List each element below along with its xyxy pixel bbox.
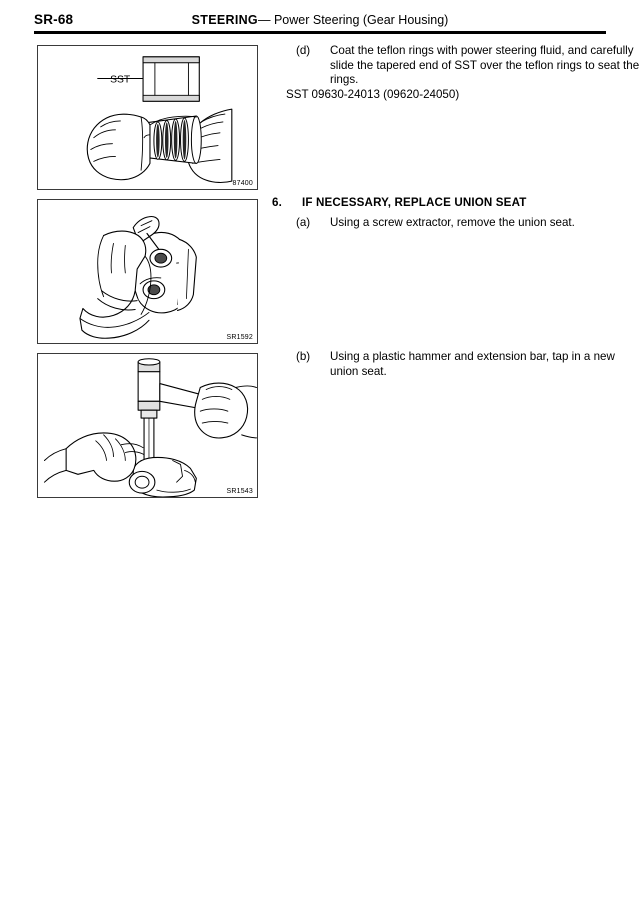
page-number: SR-68 [34,12,74,27]
figure-code-1: 87400 [232,180,253,187]
figure-panel-sst-ring-install [37,45,258,190]
step-6a-marker: (a) [296,216,311,229]
figure-panel-remove-union-seat [37,199,258,344]
figure-illustration-1 [38,46,257,189]
header-section-label: STEERING [191,13,258,27]
step-6-number: 6. [272,196,282,209]
step-6a-block [296,216,640,231]
step-6b-text: Using a plastic hammer and extension bar, tap in a new union seat. [330,350,615,378]
step-6-title: IF NECESSARY, REPLACE UNION SEAT [302,196,527,209]
step-d-text: Coat the teflon rings with power steering fluid, and carefully slide the tapered end of SST over the teflon rings to seat the rings. [330,44,640,87]
step-6b-marker: (b) [296,350,311,363]
figure-illustration-3 [38,354,257,497]
header-divider-rule [34,31,606,34]
step-d-marker: (d) [296,44,311,57]
figure-panel-install-union-seat [37,353,258,498]
sst-part-number-line: SST 09630-24013 (09620-24050) [286,88,460,101]
step-6-heading [272,196,636,211]
step-d-block [296,44,640,88]
step-6b-block [296,350,640,379]
header-title [34,13,606,27]
header-subject-label: Power Steering (Gear Housing) [273,13,449,27]
figure-1-callout-sst: SST [110,74,131,86]
step-6a-text: Using a screw extractor, remove the union seat. [330,216,575,229]
figure-code-3: SR1543 [226,488,253,495]
header-dash: — [257,13,271,27]
figure-illustration-2 [38,200,257,343]
figure-code-2: SR1592 [226,334,253,341]
